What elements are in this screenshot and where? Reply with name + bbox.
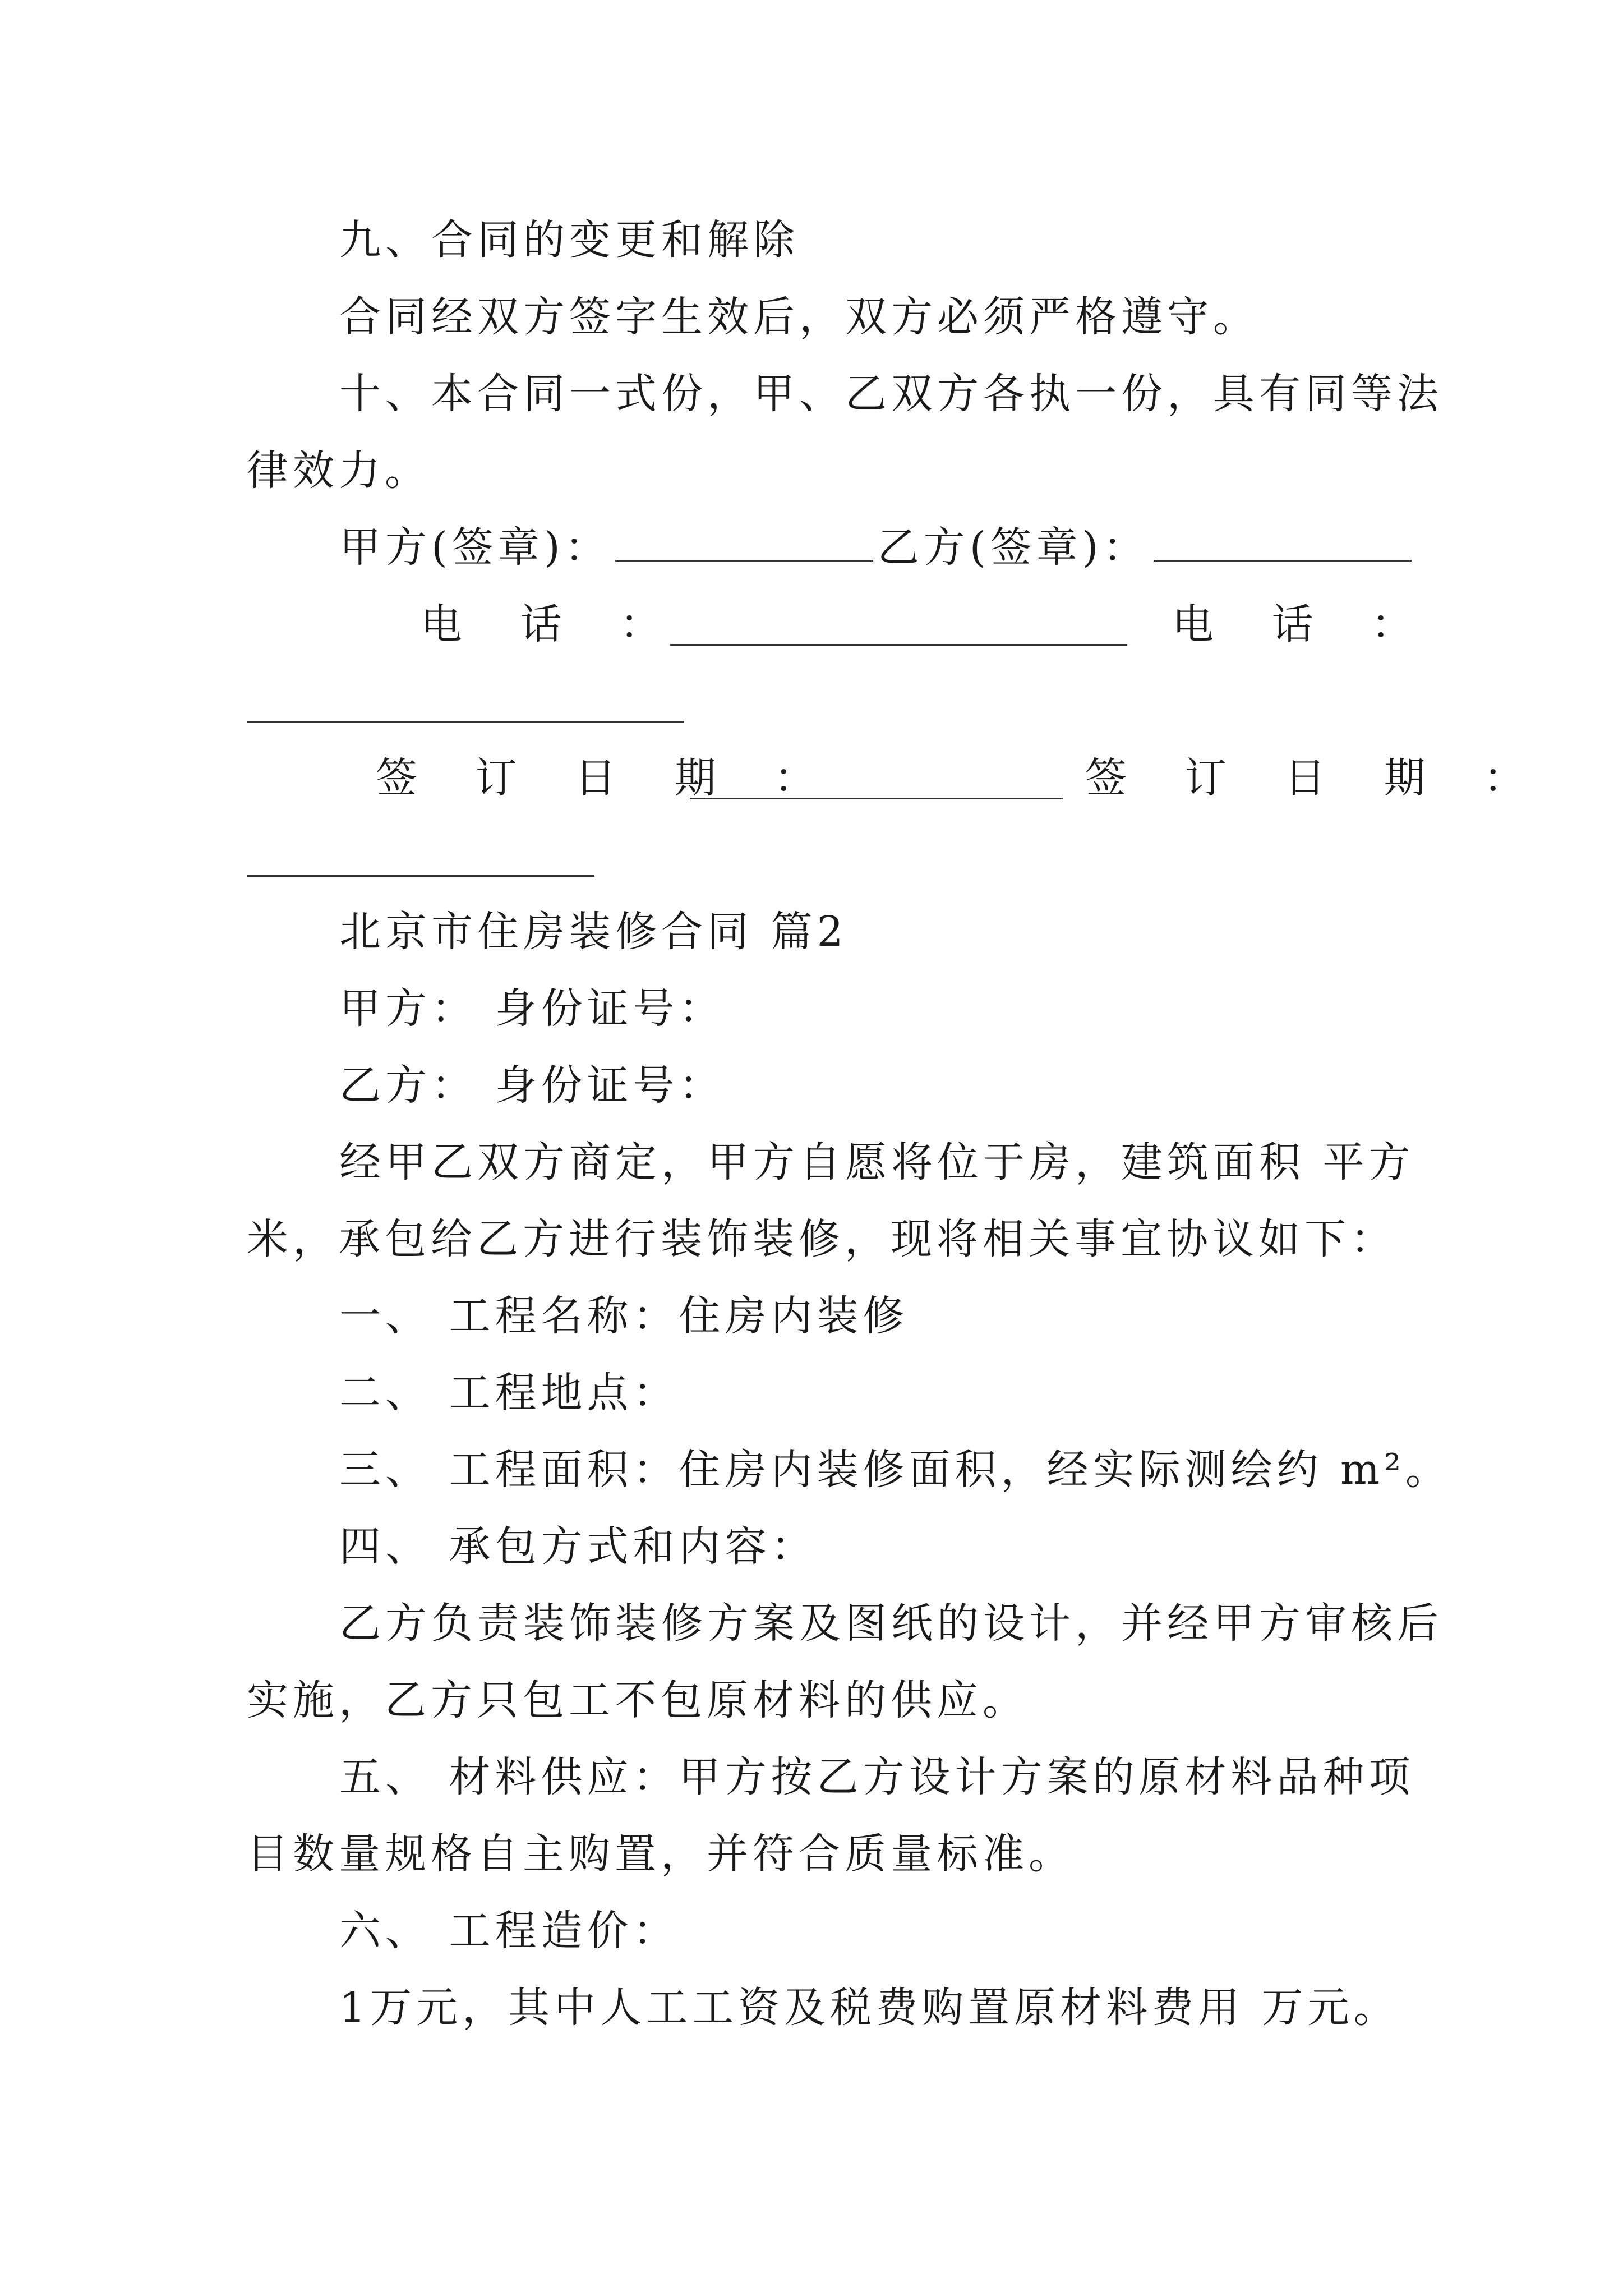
party-a-date-blank xyxy=(690,798,1063,799)
paragraph-line: 米，承包给乙方进行装饰装修，现将相关事宜协议如下： xyxy=(247,1215,1396,1263)
section-title: 北京市住房装修合同 篇2 xyxy=(339,908,848,956)
paragraph-line: 合同经双方签字生效后，双方必须严格遵守。 xyxy=(339,293,1259,341)
paragraph-line: 目数量规格自主购置，并符合质量标准。 xyxy=(247,1830,1075,1878)
clause-item: 二、 工程地点： xyxy=(339,1369,679,1417)
clause-item: 五、 材料供应：甲方按乙方设计方案的原材料品种项 xyxy=(339,1753,1415,1801)
party-b-date-label: 签 订 日 期 ： xyxy=(1085,754,1548,802)
party-b-phone-label: 电 话 ： xyxy=(1172,600,1436,648)
party-b-signature-blank xyxy=(1154,524,1412,562)
party-a-id-line: 甲方： 身份证号： xyxy=(339,984,725,1033)
clause-item: 六、 工程造价： xyxy=(339,1907,679,1955)
party-b-signature-label: 乙方(签章)： xyxy=(877,523,1149,572)
paragraph-line: 实施，乙方只包工不包原材料的供应。 xyxy=(247,1676,1029,1724)
signature-row xyxy=(339,522,1416,573)
clause-item: 一、 工程名称：住房内装修 xyxy=(339,1292,909,1340)
party-a-signature-label: 甲方(签章)： xyxy=(339,523,611,572)
party-a-date-label: 签 订 日 期 ： xyxy=(376,754,838,802)
paragraph-line: 十、本合同一式份，甲、乙双方各执一份，具有同等法 xyxy=(339,370,1443,418)
clause-item: 三、 工程面积：住房内装修面积，经实际测绘约 m²。 xyxy=(339,1446,1451,1494)
paragraph-line: 乙方负责装饰装修方案及图纸的设计，并经甲方审核后 xyxy=(339,1599,1443,1648)
section-heading-contract-change: 九、合同的变更和解除 xyxy=(339,216,799,264)
party-a-phone-blank xyxy=(670,644,1127,646)
clause-item: 四、 承包方式和内容： xyxy=(339,1522,817,1571)
party-a-phone-label: 电 话 ： xyxy=(421,600,684,648)
paragraph-line: 经甲乙双方商定，甲方自愿将位于房，建筑面积 平方 xyxy=(339,1138,1415,1186)
party-b-id-line: 乙方： 身份证号： xyxy=(339,1061,725,1110)
paragraph-line: 律效力。 xyxy=(247,447,431,495)
party-b-phone-blank xyxy=(247,721,684,723)
paragraph-line: 1万元，其中人工工资及税费购置原材料费用 万元。 xyxy=(339,1984,1400,2032)
party-b-date-blank xyxy=(247,875,594,877)
party-a-signature-blank xyxy=(615,524,873,562)
